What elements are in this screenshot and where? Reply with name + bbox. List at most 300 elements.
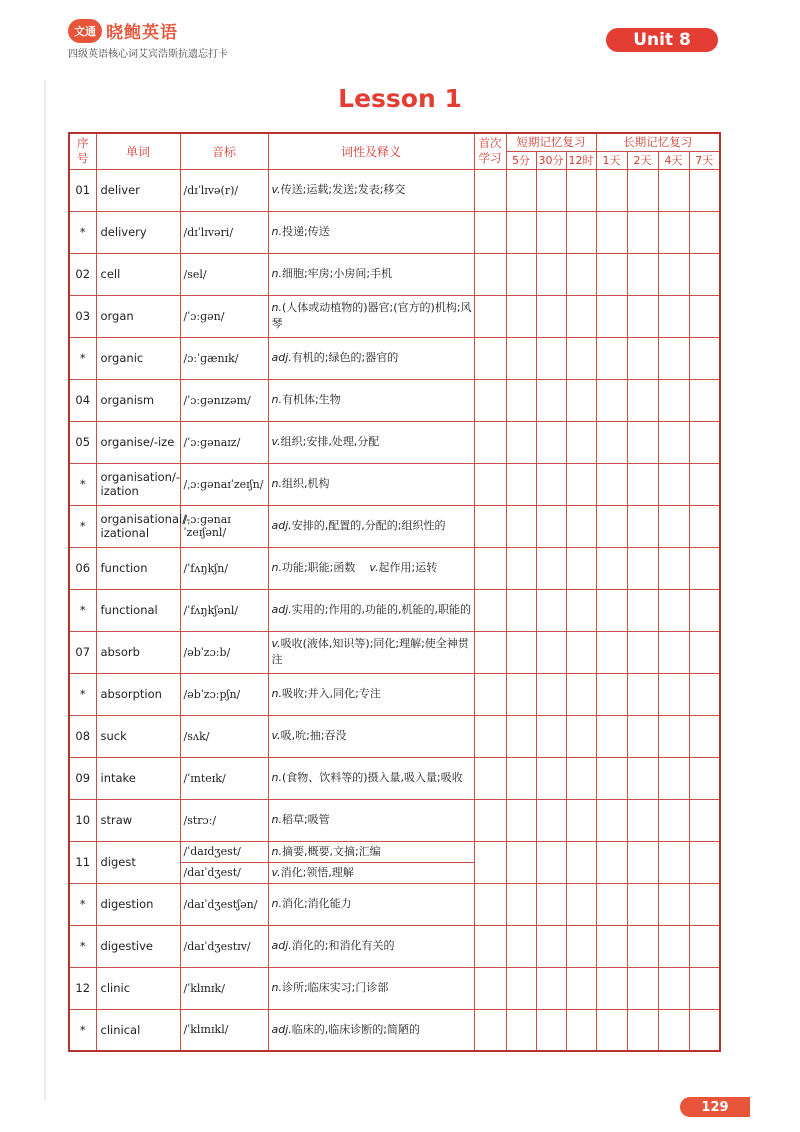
table-row — [69, 169, 720, 211]
checkbox-cell[interactable] — [596, 295, 627, 337]
checkbox-cell[interactable] — [506, 1009, 536, 1051]
row-word: digest — [96, 841, 180, 883]
checkbox-cell[interactable] — [566, 547, 596, 589]
checkbox-cell[interactable] — [536, 421, 566, 463]
checkbox-cell[interactable] — [506, 631, 536, 673]
checkbox-cell[interactable] — [658, 715, 689, 757]
checkbox-cell[interactable] — [689, 211, 720, 253]
checkbox-cell[interactable] — [566, 715, 596, 757]
row-phonetic: /əbˈzɔːb/ — [180, 631, 268, 673]
row-word: straw — [96, 799, 180, 841]
checkbox-cell[interactable] — [566, 1009, 596, 1051]
table-row — [69, 715, 720, 757]
row-phonetic: /ˈklɪnɪk/ — [180, 967, 268, 1009]
checkbox-cell[interactable] — [566, 169, 596, 211]
checkbox-cell[interactable] — [689, 589, 720, 631]
row-word: organ — [96, 295, 180, 337]
row-index: 03 — [69, 295, 96, 337]
checkbox-cell[interactable] — [689, 421, 720, 463]
checkbox-cell[interactable] — [627, 589, 658, 631]
row-phonetic: /ˈɔːɡən/ — [180, 295, 268, 337]
checkbox-cell[interactable] — [596, 505, 627, 547]
pos-label: n. — [271, 393, 282, 406]
checkbox-cell[interactable] — [506, 883, 536, 925]
checkbox-cell[interactable] — [627, 1009, 658, 1051]
row-phonetic: /dɪˈlɪvəri/ — [180, 211, 268, 253]
row-definition — [268, 421, 474, 463]
checkbox-cell[interactable] — [689, 505, 720, 547]
row-word: absorption — [96, 673, 180, 715]
col-header-slot: 1天 — [596, 151, 627, 169]
pos-label: n. — [271, 477, 282, 490]
checkbox-cell[interactable] — [627, 967, 658, 1009]
row-word: organism — [96, 379, 180, 421]
definition-text: 安排的,配置的,分配的;组织性的 — [291, 519, 446, 532]
checkbox-cell[interactable] — [506, 169, 536, 211]
checkbox-cell[interactable] — [474, 967, 506, 1009]
table-row — [69, 463, 720, 505]
checkbox-cell[interactable] — [566, 505, 596, 547]
row-index: 10 — [69, 799, 96, 841]
checkbox-cell[interactable] — [566, 589, 596, 631]
checkbox-cell[interactable] — [689, 169, 720, 211]
checkbox-cell[interactable] — [658, 925, 689, 967]
checkbox-cell[interactable] — [566, 295, 596, 337]
checkbox-cell[interactable] — [506, 253, 536, 295]
checkbox-cell[interactable] — [658, 1009, 689, 1051]
brand-logo — [68, 18, 178, 43]
row-word: digestive — [96, 925, 180, 967]
definition-text: 吸收;并入,同化;专注 — [281, 687, 381, 700]
checkbox-cell[interactable] — [474, 715, 506, 757]
checkbox-cell[interactable] — [474, 505, 506, 547]
checkbox-cell[interactable] — [627, 211, 658, 253]
checkbox-cell[interactable] — [536, 211, 566, 253]
checkbox-cell[interactable] — [474, 841, 506, 883]
row-definition — [268, 589, 474, 631]
table-row — [69, 547, 720, 589]
checkbox-cell[interactable] — [596, 547, 627, 589]
definition-text: 起作用;运转 — [378, 561, 438, 574]
checkbox-cell[interactable] — [474, 295, 506, 337]
row-definition — [268, 967, 474, 1009]
pos-label: v. — [369, 561, 379, 574]
row-definition — [268, 799, 474, 841]
checkbox-cell[interactable] — [658, 841, 689, 883]
row-word: function — [96, 547, 180, 589]
checkbox-cell[interactable] — [596, 253, 627, 295]
checkbox-cell[interactable] — [689, 253, 720, 295]
checkbox-cell[interactable] — [566, 631, 596, 673]
table-row — [69, 841, 720, 862]
checkbox-cell[interactable] — [627, 925, 658, 967]
checkbox-cell[interactable] — [689, 925, 720, 967]
definition-text: 实用的;作用的,功能的,机能的,职能的 — [291, 603, 471, 616]
row-index: 12 — [69, 967, 96, 1009]
row-index: 04 — [69, 379, 96, 421]
checkbox-cell[interactable] — [627, 799, 658, 841]
checkbox-cell[interactable] — [689, 841, 720, 883]
checkbox-cell[interactable] — [627, 463, 658, 505]
checkbox-cell[interactable] — [536, 589, 566, 631]
logo-badge-icon: 文通 — [68, 19, 102, 43]
row-index: 06 — [69, 547, 96, 589]
checkbox-cell[interactable] — [566, 379, 596, 421]
checkbox-cell[interactable] — [506, 547, 536, 589]
page-number: 129 — [680, 1097, 750, 1117]
checkbox-cell[interactable] — [627, 505, 658, 547]
table-row — [69, 253, 720, 295]
checkbox-cell[interactable] — [566, 463, 596, 505]
definition-text: 有机的;绿色的;器官的 — [291, 351, 399, 364]
table-row — [69, 799, 720, 841]
row-index: 02 — [69, 253, 96, 295]
row-phonetic: /ˈfʌŋkʃn/ — [180, 547, 268, 589]
row-definition — [268, 673, 474, 715]
checkbox-cell[interactable] — [566, 883, 596, 925]
checkbox-cell[interactable] — [536, 925, 566, 967]
checkbox-cell[interactable] — [627, 673, 658, 715]
checkbox-cell[interactable] — [596, 841, 627, 883]
row-phonetic: /ˈɔːɡənɪzəm/ — [180, 379, 268, 421]
checkbox-cell[interactable] — [536, 757, 566, 799]
col-header-long-term: 长期记忆复习 — [596, 133, 720, 151]
col-header-phonetic: 音标 — [180, 133, 268, 169]
col-header-slot: 12时 — [566, 151, 596, 169]
vocabulary-table — [68, 132, 721, 1052]
checkbox-cell[interactable] — [536, 1009, 566, 1051]
row-phonetic: /daɪˈdʒestʃən/ — [180, 883, 268, 925]
col-header-slot: 4天 — [658, 151, 689, 169]
checkbox-cell[interactable] — [474, 547, 506, 589]
checkbox-cell[interactable] — [689, 379, 720, 421]
table-row — [69, 757, 720, 799]
table-row — [69, 589, 720, 631]
checkbox-cell[interactable] — [596, 757, 627, 799]
checkbox-cell[interactable] — [474, 463, 506, 505]
checkbox-cell[interactable] — [627, 169, 658, 211]
table-row — [69, 379, 720, 421]
vocabulary-rows — [69, 883, 720, 1051]
row-phonetic: /daɪˈdʒestɪv/ — [180, 925, 268, 967]
row-index: * — [69, 337, 96, 379]
row-word: clinical — [96, 1009, 180, 1051]
checkbox-cell[interactable] — [627, 253, 658, 295]
row-phonetic: /ˌɔːɡənaɪˈzeɪʃənl/ — [180, 505, 268, 547]
pos-label: adj. — [271, 519, 292, 532]
checkbox-cell[interactable] — [596, 169, 627, 211]
row-word: organise/-ize — [96, 421, 180, 463]
checkbox-cell[interactable] — [474, 799, 506, 841]
col-header-slot: 2天 — [627, 151, 658, 169]
row-index: * — [69, 883, 96, 925]
definition-text: (人体或动植物的)器官;(官方的)机构;风琴 — [271, 301, 472, 330]
checkbox-cell[interactable] — [596, 883, 627, 925]
row-index: * — [69, 673, 96, 715]
row-definition — [268, 715, 474, 757]
pos-label: v. — [271, 637, 281, 650]
checkbox-cell[interactable] — [596, 967, 627, 1009]
checkbox-cell[interactable] — [689, 1009, 720, 1051]
checkbox-cell[interactable] — [596, 211, 627, 253]
row-phonetic: /strɔː/ — [180, 799, 268, 841]
row-word: cell — [96, 253, 180, 295]
definition-text: 摘要,概要,文摘;汇编 — [281, 844, 381, 858]
checkbox-cell[interactable] — [506, 295, 536, 337]
checkbox-cell[interactable] — [658, 967, 689, 1009]
definition-text: 功能;职能;函数 — [281, 561, 356, 574]
row-definition — [268, 1009, 474, 1051]
checkbox-cell[interactable] — [474, 169, 506, 211]
checkbox-cell[interactable] — [596, 421, 627, 463]
pos-label: v. — [271, 435, 281, 448]
checkbox-cell[interactable] — [566, 421, 596, 463]
checkbox-cell[interactable] — [658, 379, 689, 421]
pos-label: n. — [271, 561, 282, 574]
checkbox-cell[interactable] — [506, 967, 536, 1009]
row-definition — [268, 883, 474, 925]
checkbox-cell[interactable] — [474, 673, 506, 715]
checkbox-cell[interactable] — [506, 757, 536, 799]
checkbox-cell[interactable] — [596, 589, 627, 631]
checkbox-cell[interactable] — [474, 211, 506, 253]
row-index: * — [69, 463, 96, 505]
book-subtitle: 四级英语核心词艾宾浩斯抗遗忘打卡 — [68, 49, 228, 60]
checkbox-cell[interactable] — [506, 211, 536, 253]
checkbox-cell[interactable] — [536, 673, 566, 715]
col-header-word: 单词 — [96, 133, 180, 169]
checkbox-cell[interactable] — [658, 253, 689, 295]
checkbox-cell[interactable] — [658, 337, 689, 379]
col-header-index: 序号 — [69, 133, 96, 169]
checkbox-cell[interactable] — [474, 421, 506, 463]
vocabulary-rows — [69, 169, 720, 841]
definition-text: 组织;安排,处理,分配 — [280, 435, 380, 448]
row-index: 07 — [69, 631, 96, 673]
checkbox-cell[interactable] — [506, 673, 536, 715]
checkbox-cell[interactable] — [474, 1009, 506, 1051]
checkbox-cell[interactable] — [689, 799, 720, 841]
checkbox-cell[interactable] — [566, 757, 596, 799]
checkbox-cell[interactable] — [536, 337, 566, 379]
brand-name: 晓鲍英语 — [106, 23, 178, 43]
checkbox-cell[interactable] — [596, 631, 627, 673]
checkbox-cell[interactable] — [658, 505, 689, 547]
checkbox-cell[interactable] — [566, 211, 596, 253]
checkbox-cell[interactable] — [536, 883, 566, 925]
checkbox-cell[interactable] — [627, 631, 658, 673]
checkbox-cell[interactable] — [566, 841, 596, 883]
checkbox-cell[interactable] — [506, 589, 536, 631]
checkbox-cell[interactable] — [506, 925, 536, 967]
checkbox-cell[interactable] — [506, 715, 536, 757]
row-phonetic: /ˈɪnteɪk/ — [180, 757, 268, 799]
checkbox-cell[interactable] — [596, 673, 627, 715]
checkbox-cell[interactable] — [596, 1009, 627, 1051]
checkbox-cell[interactable] — [689, 631, 720, 673]
checkbox-cell[interactable] — [506, 505, 536, 547]
row-definition — [268, 211, 474, 253]
checkbox-cell[interactable] — [536, 505, 566, 547]
checkbox-cell[interactable] — [689, 463, 720, 505]
checkbox-cell[interactable] — [506, 799, 536, 841]
pos-label: adj. — [271, 603, 292, 616]
checkbox-cell[interactable] — [689, 757, 720, 799]
row-word: suck — [96, 715, 180, 757]
pos-label: n. — [271, 981, 282, 994]
checkbox-cell[interactable] — [536, 547, 566, 589]
checkbox-cell[interactable] — [536, 715, 566, 757]
row-word: intake — [96, 757, 180, 799]
checkbox-cell[interactable] — [536, 253, 566, 295]
checkbox-cell[interactable] — [474, 757, 506, 799]
checkbox-cell[interactable] — [689, 967, 720, 1009]
row-definition — [268, 862, 474, 883]
checkbox-cell[interactable] — [474, 883, 506, 925]
checkbox-cell[interactable] — [474, 631, 506, 673]
definition-text: 临床的,临床诊断的;简陋的 — [291, 1022, 420, 1036]
checkbox-cell[interactable] — [506, 421, 536, 463]
checkbox-cell[interactable] — [566, 967, 596, 1009]
checkbox-cell[interactable] — [566, 799, 596, 841]
unit-badge: Unit 8 — [606, 28, 718, 52]
definition-text: 消化;领悟,理解 — [280, 865, 354, 879]
checkbox-cell[interactable] — [658, 463, 689, 505]
col-header-short-term: 短期记忆复习 — [506, 133, 596, 151]
row-phonetic: /ɔːˈɡænɪk/ — [180, 337, 268, 379]
checkbox-cell[interactable] — [536, 295, 566, 337]
pos-label: n. — [271, 771, 282, 784]
checkbox-cell[interactable] — [506, 841, 536, 883]
definition-text: 消化;消化能力 — [281, 897, 352, 910]
row-index: * — [69, 211, 96, 253]
checkbox-cell[interactable] — [658, 799, 689, 841]
checkbox-cell[interactable] — [596, 337, 627, 379]
checkbox-cell[interactable] — [689, 337, 720, 379]
checkbox-cell[interactable] — [474, 925, 506, 967]
checkbox-cell[interactable] — [596, 715, 627, 757]
checkbox-cell[interactable] — [658, 211, 689, 253]
checkbox-cell[interactable] — [658, 547, 689, 589]
row-phonetic: /sʌk/ — [180, 715, 268, 757]
checkbox-cell[interactable] — [596, 379, 627, 421]
pos-label: n. — [271, 897, 282, 910]
row-phonetic: /ˈfʌŋkʃənl/ — [180, 589, 268, 631]
row-phonetic: /ˈklɪnɪkl/ — [180, 1009, 268, 1051]
row-phonetic: /ˌɔːɡənaɪˈzeɪʃn/ — [180, 463, 268, 505]
checkbox-cell[interactable] — [627, 547, 658, 589]
row-definition — [268, 631, 474, 673]
checkbox-cell[interactable] — [506, 379, 536, 421]
checkbox-cell[interactable] — [658, 295, 689, 337]
definition-text: 组织,机构 — [281, 477, 330, 490]
pos-label: adj. — [271, 1022, 292, 1036]
row-definition — [268, 337, 474, 379]
checkbox-cell[interactable] — [689, 295, 720, 337]
table-row — [69, 505, 720, 547]
checkbox-cell[interactable] — [627, 841, 658, 883]
checkbox-cell[interactable] — [536, 379, 566, 421]
checkbox-cell[interactable] — [658, 673, 689, 715]
checkbox-cell[interactable] — [689, 883, 720, 925]
checkbox-cell[interactable] — [536, 799, 566, 841]
row-definition — [268, 169, 474, 211]
row-word: organisational/-izational — [96, 505, 180, 547]
checkbox-cell[interactable] — [627, 883, 658, 925]
checkbox-cell[interactable] — [566, 337, 596, 379]
row-phonetic: /dɪˈlɪvə(r)/ — [180, 169, 268, 211]
checkbox-cell[interactable] — [627, 715, 658, 757]
checkbox-cell[interactable] — [658, 169, 689, 211]
pos-label: n. — [271, 687, 282, 700]
checkbox-cell[interactable] — [506, 463, 536, 505]
checkbox-cell[interactable] — [566, 673, 596, 715]
checkbox-cell[interactable] — [536, 631, 566, 673]
row-word: organic — [96, 337, 180, 379]
row-definition — [268, 925, 474, 967]
checkbox-cell[interactable] — [596, 799, 627, 841]
row-word: functional — [96, 589, 180, 631]
checkbox-cell[interactable] — [596, 463, 627, 505]
table-row — [69, 295, 720, 337]
checkbox-cell[interactable] — [536, 967, 566, 1009]
checkbox-cell[interactable] — [689, 547, 720, 589]
checkbox-cell[interactable] — [474, 379, 506, 421]
row-word: deliver — [96, 169, 180, 211]
definition-text: 有机体;生物 — [281, 393, 341, 406]
checkbox-cell[interactable] — [474, 337, 506, 379]
checkbox-cell[interactable] — [627, 421, 658, 463]
pos-label: n. — [271, 813, 282, 826]
checkbox-cell[interactable] — [566, 253, 596, 295]
row-word: absorb — [96, 631, 180, 673]
checkbox-cell[interactable] — [658, 883, 689, 925]
col-header-definition: 词性及释义 — [268, 133, 474, 169]
checkbox-cell[interactable] — [536, 463, 566, 505]
checkbox-cell[interactable] — [596, 925, 627, 967]
checkbox-cell[interactable] — [627, 379, 658, 421]
checkbox-cell[interactable] — [658, 589, 689, 631]
row-index: * — [69, 505, 96, 547]
row-phonetic: /sel/ — [180, 253, 268, 295]
col-header-slot: 30分 — [536, 151, 566, 169]
row-definition — [268, 547, 474, 589]
table-row — [69, 211, 720, 253]
checkbox-cell[interactable] — [627, 295, 658, 337]
definition-text: (食物、饮料等的)摄入量,吸入量;吸收 — [281, 771, 463, 784]
checkbox-cell[interactable] — [658, 631, 689, 673]
checkbox-cell[interactable] — [627, 337, 658, 379]
definition-text: 消化的;和消化有关的 — [291, 939, 395, 952]
definition-text: 细胞;牢房;小房间;手机 — [281, 267, 393, 280]
checkbox-cell[interactable] — [658, 421, 689, 463]
checkbox-cell[interactable] — [689, 715, 720, 757]
row-phonetic: /əbˈzɔːpʃn/ — [180, 673, 268, 715]
checkbox-cell[interactable] — [474, 589, 506, 631]
pos-label: n. — [271, 301, 282, 314]
checkbox-cell[interactable] — [536, 169, 566, 211]
checkbox-cell[interactable] — [536, 841, 566, 883]
checkbox-cell[interactable] — [566, 925, 596, 967]
checkbox-cell[interactable] — [627, 757, 658, 799]
checkbox-cell[interactable] — [689, 673, 720, 715]
checkbox-cell[interactable] — [658, 757, 689, 799]
row-index: 05 — [69, 421, 96, 463]
checkbox-cell[interactable] — [474, 253, 506, 295]
row-definition — [268, 757, 474, 799]
definition-text: 投递;传送 — [281, 225, 330, 238]
checkbox-cell[interactable] — [506, 337, 536, 379]
